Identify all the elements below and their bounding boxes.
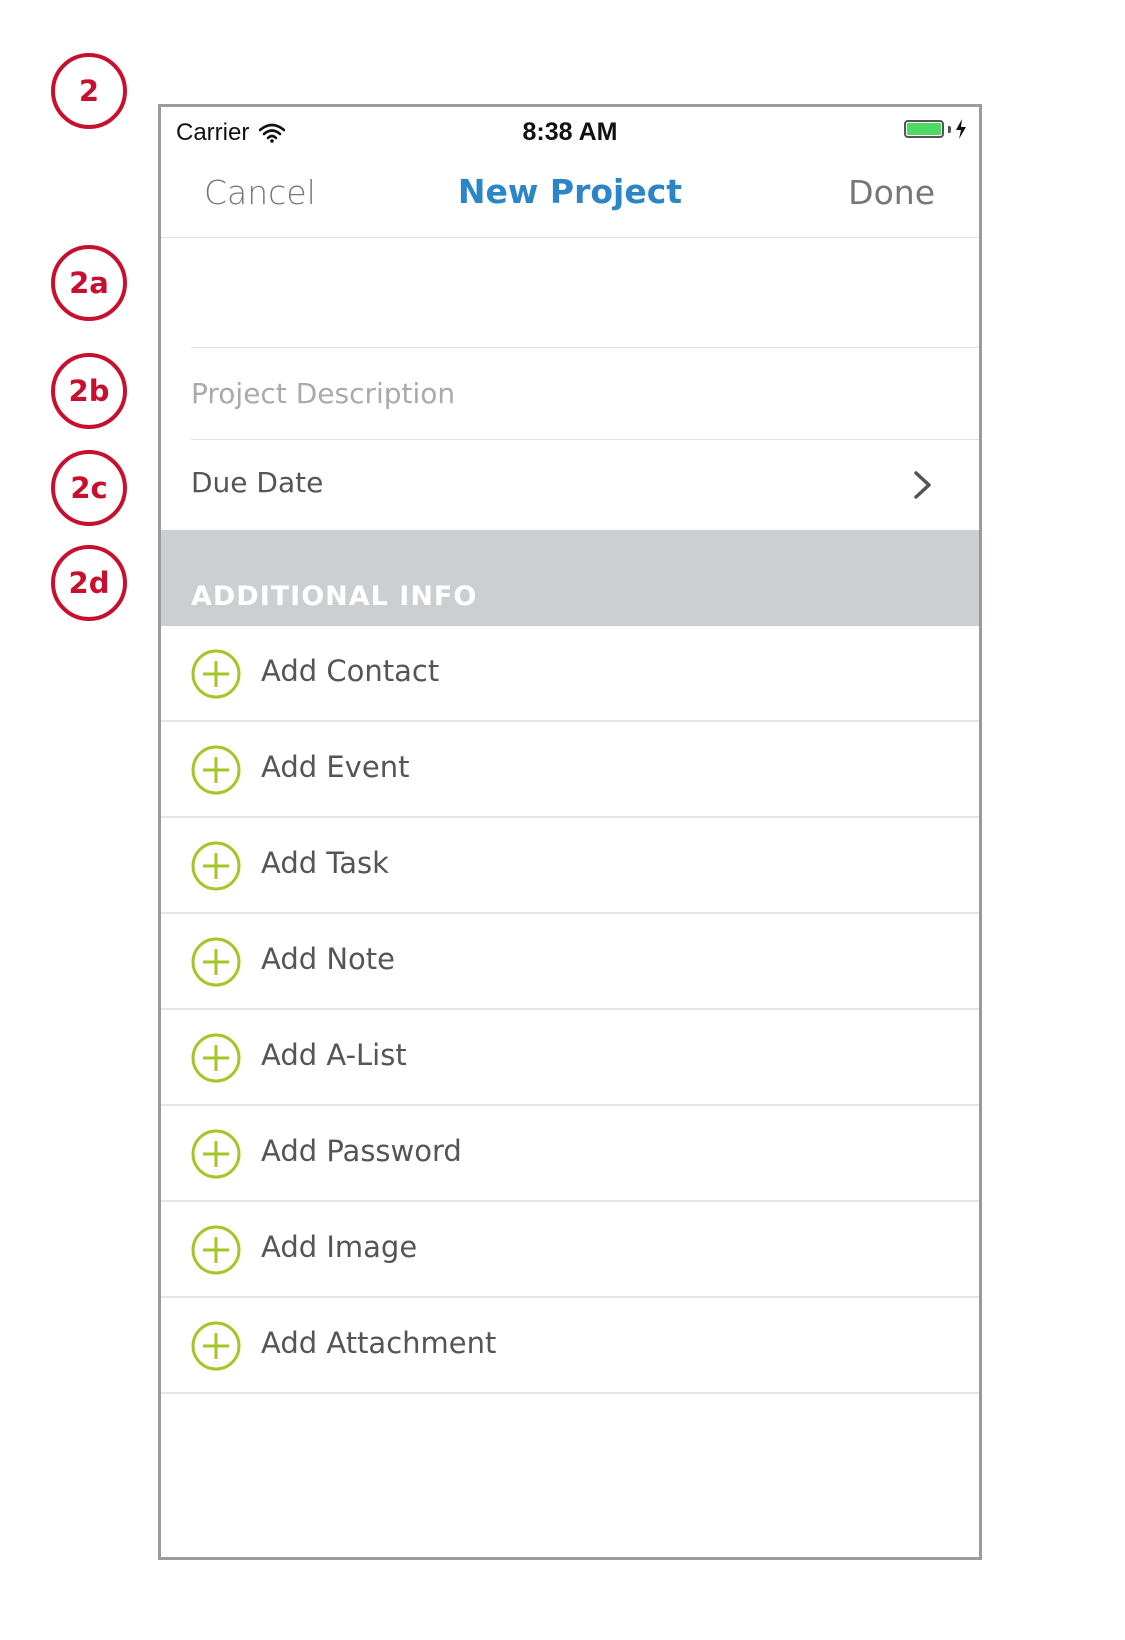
- add-item-row[interactable]: [161, 1202, 979, 1298]
- due-date-row[interactable]: [161, 440, 979, 530]
- add-item-row[interactable]: [161, 1010, 979, 1106]
- add-circle-icon: [191, 1225, 241, 1275]
- cancel-button[interactable]: Cancel: [204, 173, 316, 212]
- add-item-row[interactable]: [161, 1106, 979, 1202]
- page-title: New Project: [457, 172, 683, 211]
- add-circle-icon: [191, 937, 241, 987]
- done-button[interactable]: Done: [848, 173, 935, 212]
- status-bar: [161, 107, 979, 155]
- add-circle-icon: [191, 1129, 241, 1179]
- add-item-label: Add Event: [261, 750, 410, 784]
- battery-fill: [907, 123, 941, 135]
- add-item-label: Add Image: [261, 1230, 418, 1264]
- add-item-row[interactable]: [161, 1298, 979, 1394]
- charging-bolt-icon: [955, 119, 967, 139]
- add-circle-icon: [191, 841, 241, 891]
- project-description-field[interactable]: [191, 348, 979, 440]
- add-item-label: Add Note: [261, 942, 396, 976]
- due-date-label: Due Date: [191, 466, 324, 499]
- add-item-row[interactable]: [161, 722, 979, 818]
- callout-2b: 2b: [51, 353, 127, 429]
- add-items-list: [161, 626, 979, 1394]
- add-item-label: Add Attachment: [261, 1326, 497, 1360]
- battery-indicator: [904, 119, 967, 139]
- add-item-label: Add Task: [261, 846, 389, 880]
- add-circle-icon: [191, 745, 241, 795]
- callout-2: 2: [51, 53, 127, 129]
- battery-icon: [904, 120, 944, 138]
- phone-screen: [158, 104, 982, 1560]
- navigation-bar: [161, 155, 979, 238]
- add-item-label: Add A-List: [261, 1038, 407, 1072]
- add-item-row[interactable]: [161, 626, 979, 722]
- carrier-label: Carrier: [176, 119, 250, 146]
- chevron-right-icon: [911, 470, 935, 500]
- status-time: 8:38 AM: [522, 118, 618, 146]
- add-item-row[interactable]: [161, 818, 979, 914]
- battery-tip: [948, 126, 951, 133]
- add-circle-icon: [191, 1033, 241, 1083]
- callout-2a: 2a: [51, 245, 127, 321]
- add-item-label: Add Password: [261, 1134, 462, 1168]
- add-circle-icon: [191, 1321, 241, 1371]
- add-circle-icon: [191, 649, 241, 699]
- callout-2c: 2c: [51, 450, 127, 526]
- add-item-row[interactable]: [161, 914, 979, 1010]
- callout-2d: 2d: [51, 545, 127, 621]
- section-title: ADDITIONAL INFO: [191, 581, 478, 612]
- project-name-field[interactable]: [191, 237, 979, 348]
- description-placeholder: Project Description: [191, 377, 456, 410]
- additional-info-section-header: [161, 530, 979, 626]
- add-item-label: Add Contact: [261, 654, 440, 688]
